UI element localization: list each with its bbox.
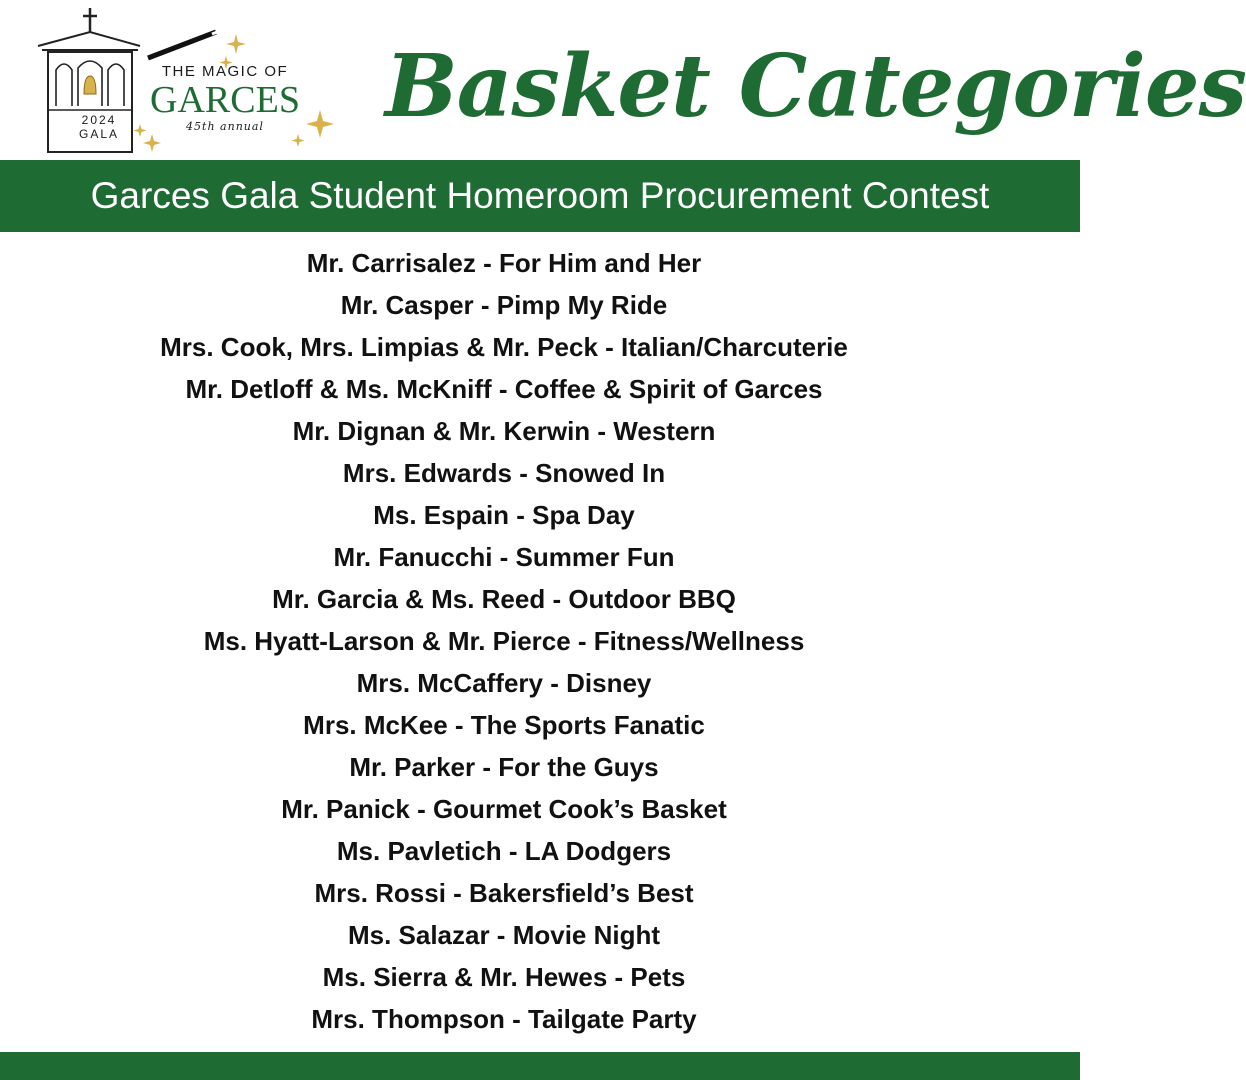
- banner-text: Garces Gala Student Homeroom Procurement Contest: [90, 175, 990, 216]
- list-item: Ms. Sierra & Mr. Hewes - Pets: [322, 962, 686, 992]
- list-item: Mr. Detloff & Ms. McKniff - Coffee & Spirit of Garces: [185, 374, 823, 404]
- list-item: Mrs. McKee - The Sports Fanatic: [303, 710, 705, 740]
- list-item: Ms. Salazar - Movie Night: [347, 920, 661, 950]
- logo-garces-text: GARCES: [150, 79, 300, 121]
- list-item: Mr. Casper - Pimp My Ride: [340, 290, 668, 320]
- contest-banner: [0, 160, 1080, 232]
- list-item: Mrs. Cook, Mrs. Limpias & Mr. Peck - Italian/Charcuterie: [160, 332, 848, 362]
- logo-year: [74, 113, 124, 141]
- footer-bar: [0, 1052, 1080, 1080]
- list-item: Ms. Hyatt-Larson & Mr. Pierce - Fitness/Wellness: [203, 626, 805, 656]
- gala-logo: [30, 6, 340, 156]
- list-item: Mrs. Edwards - Snowed In: [342, 458, 666, 488]
- list-item: Mr. Fanucchi - Summer Fun: [333, 542, 675, 572]
- list-item: Mr. Panick - Gourmet Cook’s Basket: [281, 794, 727, 824]
- logo-magic-text: THE MAGIC OF: [161, 63, 289, 80]
- list-item: Mr. Dignan & Mr. Kerwin - Western: [292, 416, 716, 446]
- logo-annual-text: 45th annual: [186, 120, 264, 133]
- list-item: Mr. Garcia & Ms. Reed - Outdoor BBQ: [272, 584, 736, 614]
- list-item: Mrs. Rossi - Bakersfield’s Best: [314, 878, 694, 908]
- list-item: Mr. Carrisalez - For Him and Her: [306, 248, 702, 278]
- page-title: Basket Categories: [385, 36, 1246, 137]
- list-item: Mrs. Thompson - Tailgate Party: [311, 1004, 697, 1034]
- list-item: Ms. Espain - Spa Day: [373, 500, 635, 530]
- list-item: Mr. Parker - For the Guys: [349, 752, 659, 782]
- list-item: Mrs. McCaffery - Disney: [356, 668, 652, 698]
- logo-year-number: 2024: [81, 113, 117, 127]
- basket-category-list: [0, 242, 1008, 1040]
- logo-gala: GALA: [78, 127, 119, 141]
- logo-wordmark: [145, 63, 305, 133]
- list-item: Ms. Pavletich - LA Dodgers: [336, 836, 672, 866]
